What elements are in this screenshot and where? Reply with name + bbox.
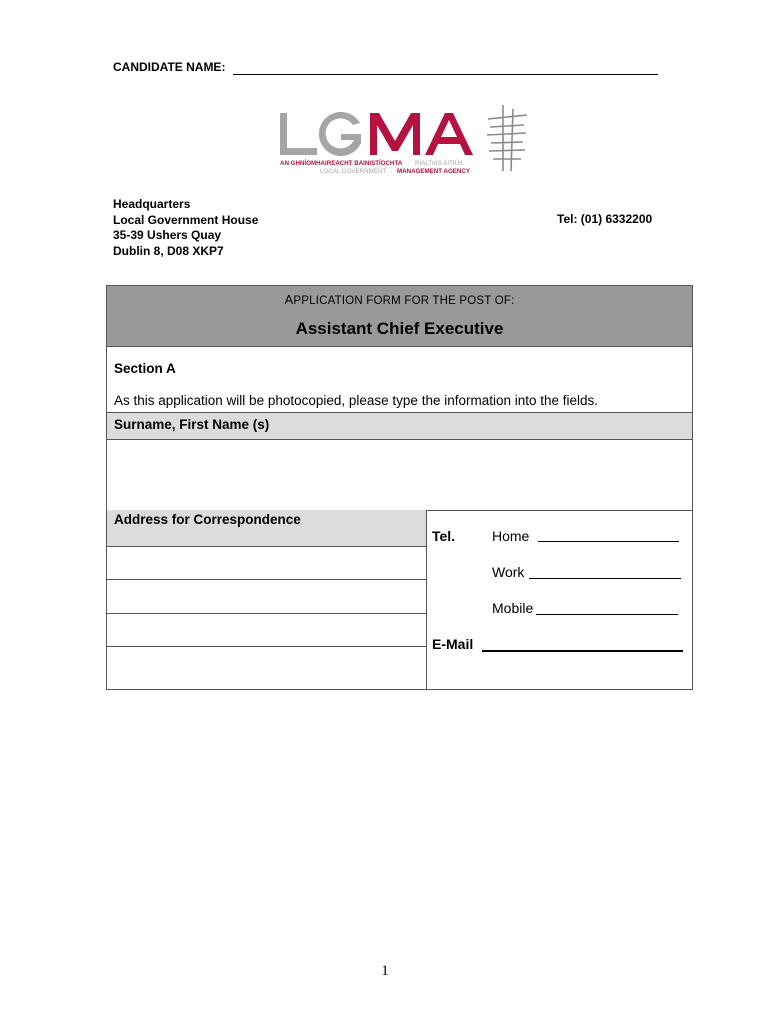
candidate-name-underline — [233, 74, 658, 75]
email-label: E-Mail — [432, 636, 474, 652]
mobile-phone-field[interactable] — [536, 614, 678, 615]
address-input-line-2[interactable] — [107, 580, 426, 614]
address-input-line-4[interactable] — [107, 646, 426, 688]
candidate-name-label: CANDIDATE NAME: — [113, 60, 226, 74]
lgma-logo — [275, 103, 535, 178]
work-phone-field[interactable] — [529, 578, 681, 579]
surname-label: Surname, First Name (s) — [114, 417, 270, 432]
address-line-2: Local Government House — [113, 212, 259, 227]
application-form-label: APPLICATION FORM FOR THE POST OF: — [284, 292, 515, 307]
email-field[interactable] — [482, 650, 683, 652]
logo-english-line-1: LOCAL GOVERNMENT — [320, 168, 387, 175]
surname-input-field[interactable] — [106, 439, 693, 511]
headquarters-address — [113, 197, 258, 259]
address-line-1: Headquarters — [113, 197, 191, 211]
work-label: Work — [492, 564, 525, 580]
post-title: Assistant Chief Executive — [295, 319, 504, 338]
address-line-4: Dublin 8, D08 XKP7 — [113, 243, 224, 258]
photocopy-instructions: As this application will be photocopied, please type the information into the fields. — [114, 393, 599, 408]
address-label: Address for Correspondence — [114, 512, 301, 527]
form-title-box — [106, 285, 693, 347]
surname-header — [106, 412, 693, 440]
address-section — [106, 510, 427, 690]
logo-irish-line-2: RIALTAIS ÁITIÚIL — [415, 160, 465, 167]
candidate-name-field[interactable] — [113, 60, 225, 74]
address-line-3: 35-39 Ushers Quay — [113, 228, 222, 243]
section-a-heading: Section A — [114, 361, 176, 376]
address-input-line-3[interactable] — [107, 613, 426, 647]
tel-label: Tel. — [432, 528, 456, 544]
page-number: 1 — [381, 963, 389, 979]
headquarters-phone: Tel: (01) 6332200 — [557, 212, 653, 226]
address-header — [107, 510, 426, 547]
contact-section — [426, 510, 693, 690]
logo-irish-line-1: AN GHNÍOMHAIREACHT BAINISTÍOCHTA — [280, 160, 403, 167]
home-label: Home — [492, 528, 530, 544]
home-phone-field[interactable] — [538, 541, 679, 542]
logo-english-line-2: MANAGEMENT AGENCY — [397, 168, 470, 175]
mobile-label: Mobile — [492, 600, 534, 616]
address-input-line-1[interactable] — [107, 546, 426, 580]
section-a — [106, 346, 693, 413]
